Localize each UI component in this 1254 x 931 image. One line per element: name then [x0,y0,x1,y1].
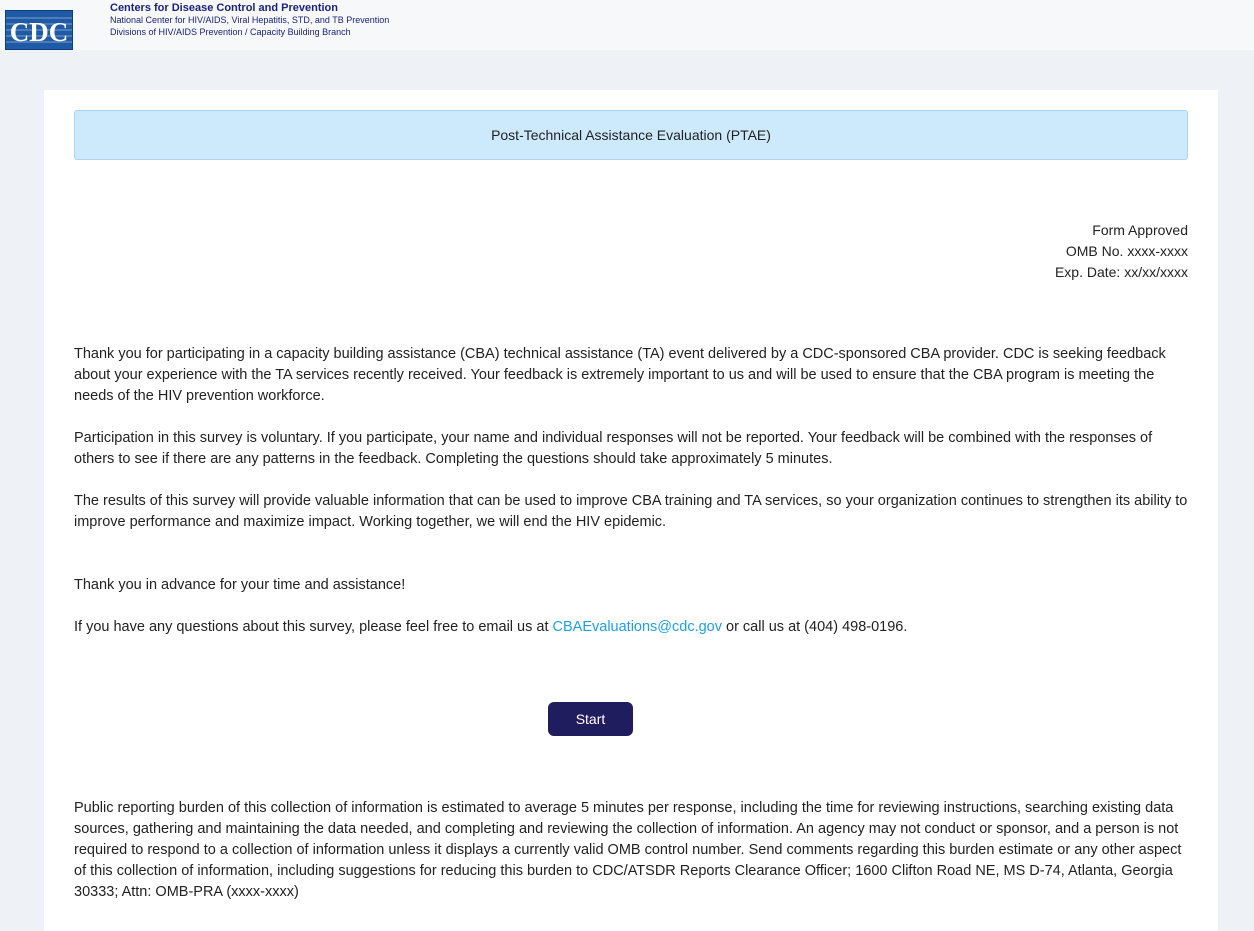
burden-text: Public reporting burden of this collection of information is estimated to average 5 minutes per response, including the time for reviewing instructions, searching existing data sources, gathering and maintaining the data needed, and completing and reviewing the collection of information. An agency may not conduct or sponsor, and a person is not required to respond to a collection of information unless it displays a currently valid OMB control number. Send comments regarding this burden estimate or any other aspect of this collection of information, including suggestions for reducing this burden to CDC/ATSDR Reports Clearance Officer; 1600 Clifton Road NE, MS D-74, Atlanta, Georgia 30333; Attn: OMB-PRA (xxxx-xxxx) [74,800,1182,900]
intro-text-2: Participation in this survey is voluntary. If you participate, your name and individual responses will not be reported. Your feedback will be combined with the responses of others to see if there are any patterns in the feedback. Completing the questions should take approximately 5 minutes. [74,430,1153,467]
omb-number: OMB No. xxxx-xxxx [1065,243,1188,259]
expiration-date: Exp. Date: xx/xx/xxxx [1054,264,1188,280]
intro-text-1: Thank you for participating in a capacity building assistance (CBA) technical assistance (TA) event delivered by a CDC-sponsored CBA provider. CDC is seeking feedback about your experience with the TA services recently received. Your feedback is extremely important to us and will be used to ensure that the CBA program is meeting the needs of the HIV prevention workforce. [74,346,1166,404]
email-link[interactable]: CBAEvaluations@cdc.gov [552,619,722,635]
header-text [110,2,389,38]
cdc-logo [5,10,73,50]
contact-prefix: If you have any questions about this survey, please feel free to email us at [74,619,553,635]
omb-approval [1055,220,1188,283]
contact-suffix: or call us at (404) 498-0196. [721,619,908,635]
contact-paragraph [74,617,1188,638]
approval-line: Form Approved [1092,222,1188,238]
intro-paragraph-1 [74,344,1188,407]
logo-text: CDC [9,17,69,47]
start-button[interactable]: Start [548,702,633,736]
intro-paragraph-2 [74,428,1188,470]
page-title: Post-Technical Assistance Evaluation (PTAE) [74,110,1188,160]
intro-paragraph-3 [74,491,1188,533]
intro-text-3: The results of this survey will provide valuable information that can be used to improve CBA training and TA services, so your organization continues to strengthen its ability to improve performance and maximize impact. Working together, we will end the HIV epidemic. [74,493,1188,530]
thanks-text: Thank you in advance for your time and assistance! [74,577,406,593]
site-header [0,0,1254,50]
contact-text [74,617,1188,638]
org-title: Centers for Disease Control and Prevention [110,2,338,14]
survey-card [44,90,1218,931]
thanks-paragraph [74,575,1188,596]
org-center: National Center for HIV/AIDS, Viral Hepatitis, STD, and TB Prevention [110,15,390,25]
burden-statement [74,798,1188,903]
org-division: Divisions of HIV/AIDS Prevention / Capacity Building Branch [110,27,351,37]
